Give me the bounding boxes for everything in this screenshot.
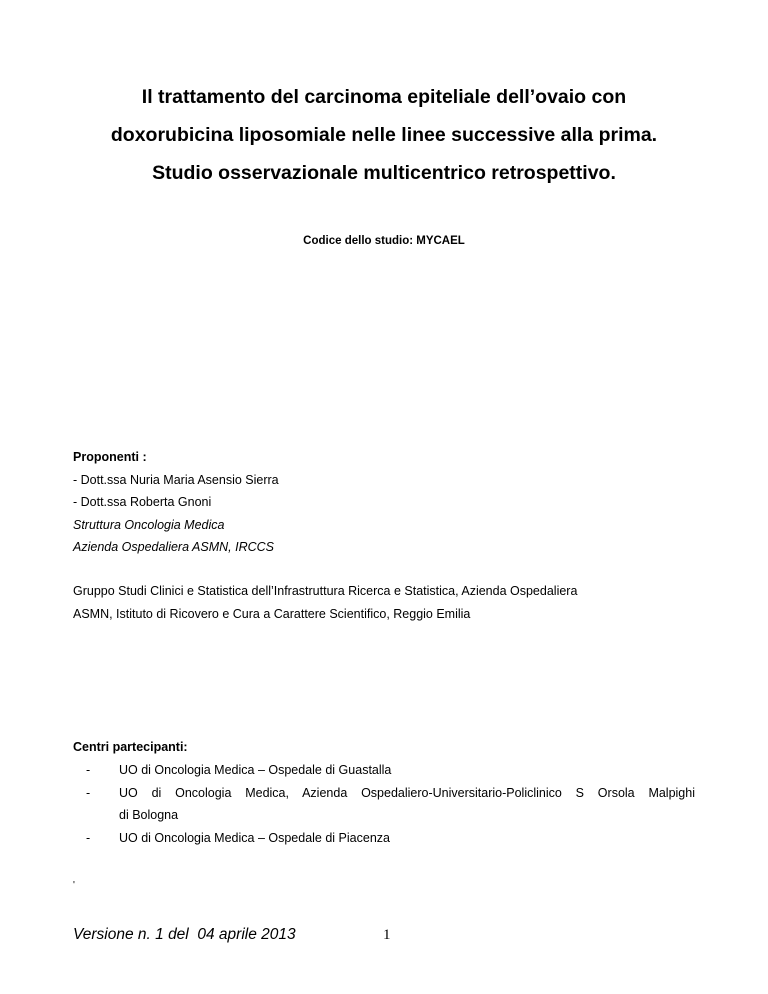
center-3: UO di Oncologia Medica – Ospedale di Piacenza bbox=[119, 830, 390, 845]
group-line-1: Gruppo Studi Clinici e Statistica dell’Infrastruttura Ricerca e Statistica, Azienda Ospedaliera bbox=[73, 584, 578, 598]
page-number: 1 bbox=[383, 927, 391, 943]
document-title bbox=[72, 78, 696, 192]
center-2: UO di Oncologia Medica, Azienda Ospedaliero-Universitario-Policlinico S Orsola Malpighi bbox=[119, 785, 695, 800]
title-line-2: doxorubicina liposomiale nelle linee successive alla prima. bbox=[110, 124, 658, 146]
title-line-1: Il trattamento del carcinoma epiteliale dell’ovaio con bbox=[141, 86, 627, 108]
centers-heading: Centri partecipanti: bbox=[73, 740, 188, 754]
title-line-3: Studio osservazionale multicentrico retrospettivo. bbox=[152, 162, 616, 184]
proponents-heading: Proponenti : bbox=[73, 450, 147, 464]
list-dash: - bbox=[86, 830, 91, 845]
list-dash: - bbox=[86, 763, 91, 777]
proponent-2: - Dott.ssa Roberta Gnoni bbox=[73, 495, 212, 509]
centers-heading-block bbox=[73, 736, 188, 759]
group-section bbox=[73, 580, 577, 625]
centers-list bbox=[73, 759, 695, 849]
footer-version: Versione n. 1 del 04 aprile 2013 bbox=[73, 926, 296, 943]
list-item bbox=[73, 782, 695, 805]
hospital-name: Azienda Ospedaliera ASMN, IRCCS bbox=[73, 540, 275, 554]
list-item bbox=[73, 759, 695, 782]
list-dash: - bbox=[86, 785, 91, 800]
structure-name: Struttura Oncologia Medica bbox=[73, 517, 225, 532]
proponent-1: - Dott.ssa Nuria Maria Asensio Sierra bbox=[73, 472, 279, 487]
list-item bbox=[73, 827, 695, 850]
center-1: UO di Oncologia Medica – Ospedale di Guastalla bbox=[119, 763, 392, 777]
proponents-section bbox=[73, 446, 279, 559]
stray-mark: ' bbox=[73, 880, 75, 891]
center-2-continuation: di Bologna bbox=[119, 808, 179, 822]
group-line-2: ASMN, Istituto di Ricovero e Cura a Carattere Scientifico, Reggio Emilia bbox=[73, 606, 471, 621]
study-code: Codice dello studio: MYCAEL bbox=[303, 235, 465, 247]
